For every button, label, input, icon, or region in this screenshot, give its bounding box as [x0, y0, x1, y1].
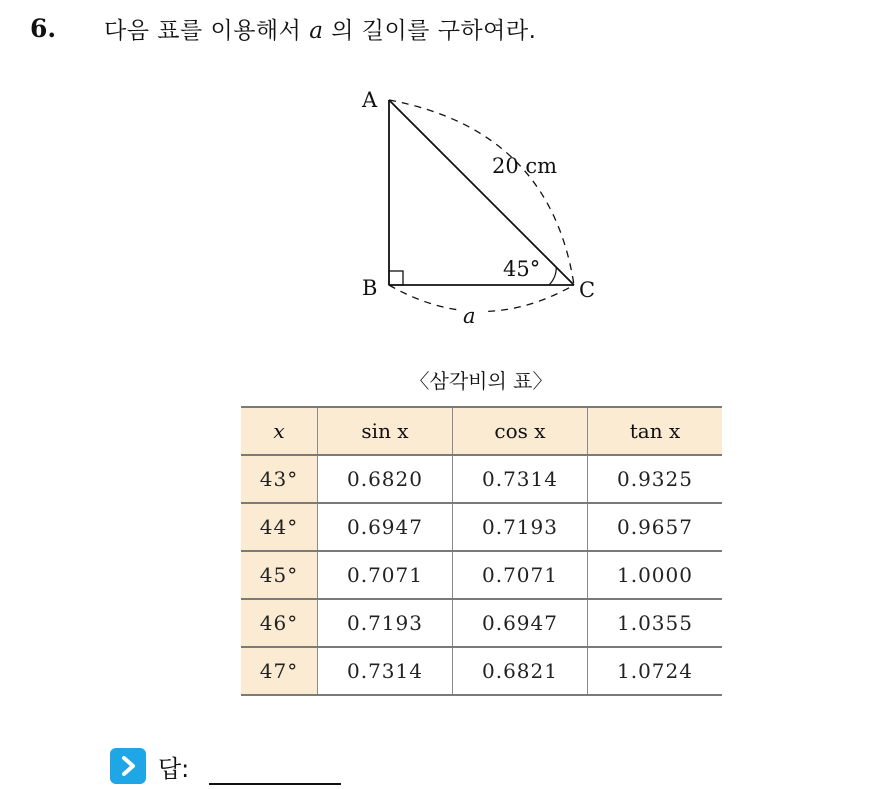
tan-cell: 0.9657 [588, 503, 723, 551]
sin-cell: 0.6820 [318, 455, 453, 503]
table-header-row [241, 407, 722, 455]
header-cos: cos x [453, 407, 588, 455]
tan-cell: 1.0355 [588, 599, 723, 647]
right-angle-marker [389, 271, 403, 285]
question-header [30, 8, 536, 48]
cos-cell: 0.6947 [453, 599, 588, 647]
angle-arc [549, 267, 556, 285]
header-tan: tan x [588, 407, 723, 455]
sin-cell: 0.7314 [318, 647, 453, 695]
answer-row [110, 748, 341, 784]
angle-cell: 45° [241, 551, 318, 599]
sin-cell: 0.6947 [318, 503, 453, 551]
cos-cell: 0.7314 [453, 455, 588, 503]
side-ac [389, 100, 574, 285]
tan-cell: 1.0724 [588, 647, 723, 695]
tan-cell: 0.9325 [588, 455, 723, 503]
table-row [241, 599, 722, 647]
header-x: x [241, 407, 318, 455]
angle-cell: 43° [241, 455, 318, 503]
vertex-label-b: B [362, 276, 378, 300]
cos-cell: 0.7193 [453, 503, 588, 551]
vertex-label-a: A [362, 88, 378, 112]
cos-cell: 0.7071 [453, 551, 588, 599]
chevron-right-icon [110, 748, 146, 784]
question-text [104, 12, 536, 45]
answer-input[interactable] [209, 747, 341, 785]
header-sin: sin x [318, 407, 453, 455]
question-number: 6. [30, 13, 57, 43]
table-caption: 〈삼각비의 표〉 [409, 369, 553, 393]
table-row [241, 551, 722, 599]
angle-cell: 46° [241, 599, 318, 647]
angle-cell: 44° [241, 503, 318, 551]
table-row [241, 503, 722, 551]
table-row [241, 647, 722, 695]
question-variable: a [309, 17, 324, 44]
base-label: a [463, 304, 476, 328]
angle-cell: 47° [241, 647, 318, 695]
answer-label: 답: [158, 754, 190, 783]
cos-cell: 0.6821 [453, 647, 588, 695]
triangle-figure [350, 80, 620, 340]
tan-cell: 1.0000 [588, 551, 723, 599]
question-text-after: 의 길이를 구하여라. [331, 17, 537, 44]
question-text-before: 다음 표를 이용해서 [104, 17, 302, 44]
sin-cell: 0.7071 [318, 551, 453, 599]
sin-cell: 0.7193 [318, 599, 453, 647]
table-row [241, 455, 722, 503]
vertex-label-c: C [579, 278, 596, 302]
hypotenuse-label: 20 cm [492, 154, 558, 178]
angle-label: 45° [503, 257, 541, 281]
trig-table [241, 406, 722, 696]
